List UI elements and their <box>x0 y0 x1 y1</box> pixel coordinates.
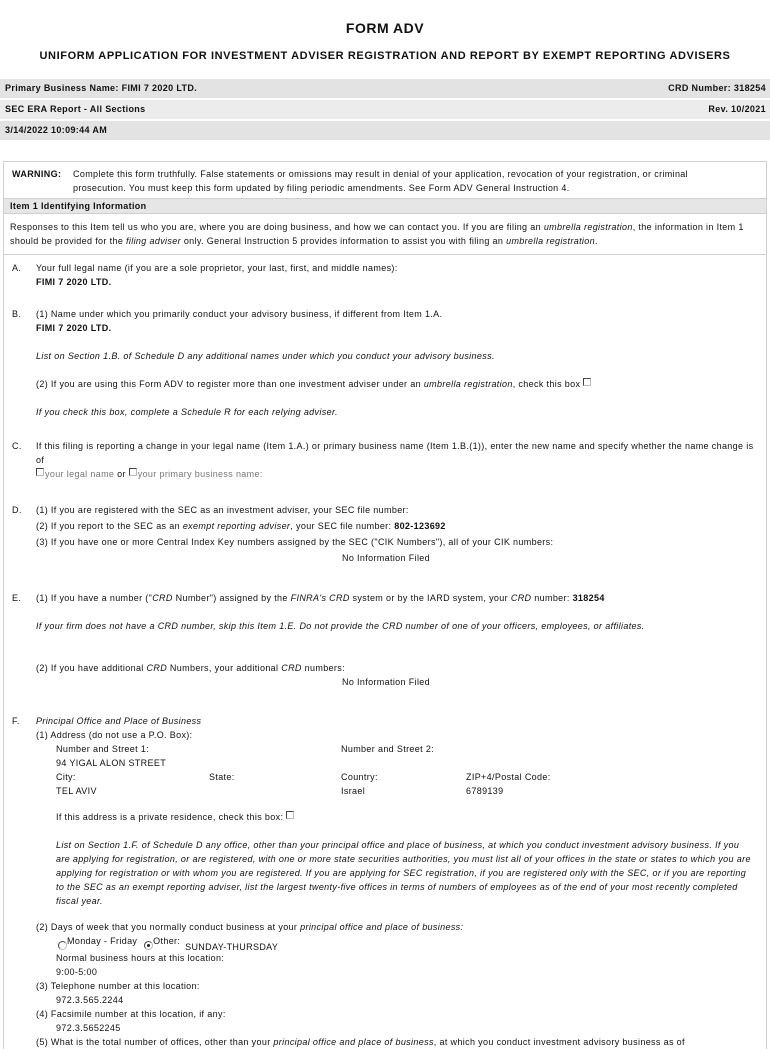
street2-value <box>341 756 616 770</box>
q-term: principal office and place of business <box>273 1037 434 1047</box>
item-e-question-1 <box>36 591 760 605</box>
telephone-value: 972.3.565.2244 <box>56 995 124 1005</box>
additional-crd-value: No Information Filed <box>341 677 431 687</box>
form-body <box>3 161 767 1049</box>
q-text: (1) If you have a number (" <box>36 593 153 603</box>
q-text: (2) Days of week that you normally conduct business at your <box>36 922 301 932</box>
warning-line-2: prosecution. You must keep this form updated by filing periodic amendments. See Form ADV General Instruction 4. <box>73 183 570 193</box>
city-value: TEL AVIV <box>56 786 97 796</box>
section-header: Item 1 Identifying Information <box>4 199 766 214</box>
item-f-question-1: (1) Address (do not use a P.O. Box): <box>36 730 193 740</box>
q-term: principal office and place of business: <box>300 922 464 932</box>
zip-value: 6789139 <box>466 786 504 796</box>
q-text: (5) What is the total number of offices, other than your <box>36 1037 274 1047</box>
q-term: CRD <box>510 593 532 603</box>
state-value <box>209 784 341 798</box>
q-term: CRD <box>152 593 173 603</box>
intro-text: . <box>595 236 598 246</box>
street1-label: Number and Street 1: <box>56 744 150 754</box>
cik-numbers-value: No Information Filed <box>341 553 431 563</box>
q-text: , check this box <box>512 379 581 389</box>
revision: Rev. 10/2021 <box>708 104 766 114</box>
q-text: (2) If you report to the SEC as an <box>36 521 183 531</box>
business-hours-label: Normal business hours at this location: <box>56 953 225 963</box>
other-days-label: Other: <box>153 936 181 946</box>
intro-text: Responses to this Item tell us who you are, where you are doing business, and how we can contact you. If you are filing an <box>10 222 544 232</box>
item-f <box>4 689 766 1049</box>
legal-name-option-label: your legal name <box>45 469 115 479</box>
item-f-question-5 <box>36 1035 760 1049</box>
item-letter: D. <box>12 505 22 515</box>
days-options <box>36 934 760 951</box>
item-b-question-1: (1) Name under which you primarily conduct your advisory business, if different from Item 1.A. <box>36 309 443 319</box>
warning-line-1: Complete this form truthfully. False statements or omissions may result in denial of your application, revocation of your registration, or criminal <box>73 169 689 179</box>
name-change-options <box>36 467 760 481</box>
private-residence-question: If this address is a private residence, check this box: <box>56 812 284 822</box>
primary-business-name: Primary Business Name: FIMI 7 2020 LTD. <box>5 83 198 93</box>
q-term: FINRA's CRD <box>290 593 350 603</box>
item-b-note-1: List on Section 1.B. of Schedule D any additional names under which you conduct your advisory business. <box>36 351 495 361</box>
q-text: number: <box>531 593 573 603</box>
timestamp: 3/14/2022 10:09:44 AM <box>5 125 108 135</box>
q-term: exempt reporting adviser <box>182 521 291 531</box>
item-e-question-2 <box>36 661 760 675</box>
item-letter: B. <box>12 309 22 319</box>
item-a-question: Your full legal name (if you are a sole proprietor, your last, first, and middle names): <box>36 263 398 273</box>
q-term: CRD <box>146 663 168 673</box>
form-subtitle: UNIFORM APPLICATION FOR INVESTMENT ADVISER REGISTRATION AND REPORT BY EXEMPT REPORTING ADVISERS <box>39 50 731 62</box>
intro-term: umbrella registration <box>543 222 633 232</box>
item-f-question-4: (4) Facsimile number at this location, if any: <box>36 1009 226 1019</box>
q-text: , at which you conduct investment advisory business as of <box>433 1037 685 1047</box>
q-text: , your SEC file number: <box>290 521 395 531</box>
crd-number-value: 318254 <box>572 593 605 603</box>
address-row-1 <box>56 742 760 798</box>
umbrella-registration-checkbox[interactable] <box>583 378 591 386</box>
item-letter: E. <box>12 593 22 603</box>
header-row-report-type <box>0 100 770 119</box>
q-term: CRD <box>281 663 302 673</box>
country-value: Israel <box>341 786 366 796</box>
hours-block <box>36 951 760 979</box>
business-hours-value: 9:00-5:00 <box>56 967 98 977</box>
item-f-title: Principal Office and Place of Business <box>36 716 202 726</box>
intro-text: , the information in Item 1 should be provided for the <box>10 222 744 246</box>
report-type: SEC ERA Report - All Sections <box>5 104 146 114</box>
street2-label: Number and Street 2: <box>341 744 435 754</box>
monday-friday-radio[interactable] <box>58 941 67 950</box>
street1-value: 94 YIGAL ALON STREET <box>56 758 167 768</box>
business-name-option-label: your primary business name: <box>137 469 263 479</box>
intro-term: umbrella registration <box>506 236 595 246</box>
private-residence-row <box>56 810 760 824</box>
fax-value: 972.3.5652245 <box>56 1023 121 1033</box>
item-letter: F. <box>12 716 20 726</box>
q-text: (2) If you have additional <box>36 663 147 673</box>
item-letter: A. <box>12 263 22 273</box>
item-f-question-3: (3) Telephone number at this location: <box>36 981 200 991</box>
state-label: State: <box>209 772 235 782</box>
other-days-radio[interactable] <box>144 941 153 950</box>
item-c-question: If this filing is reporting a change in your legal name (Item 1.A.) or primary business name (Item 1.B.(1)), enter the new name and specify whether the name change is of <box>36 441 754 465</box>
item-f-note: List on Section 1.F. of Schedule D any office, other than your principal office and place of business, at which you conduct investment advisory business. If you are applying for registration, or are registered, with one or more state securities authorities, you must list all of your offices in the state or states to which you are applying for registration or with whom you are registered. If you are applying for SEC registration, if you are registered only with the SEC, or if you are reporting to the SEC as an exempt reporting adviser, list the largest twenty-five offices in terms of numbers of employees as of the end of your most recently completed fiscal year. <box>56 840 751 906</box>
form-title: FORM ADV <box>345 20 425 36</box>
item-a <box>4 255 766 289</box>
zip-label: ZIP+4/Postal Code: <box>466 772 551 782</box>
other-days-value: SUNDAY-THURSDAY <box>185 942 279 952</box>
header-info-table <box>0 79 770 140</box>
intro-term: filing adviser <box>126 236 181 246</box>
item-letter: C. <box>12 441 22 451</box>
q-text: system or by the IARD system, your <box>349 593 511 603</box>
q-text: Number") assigned by the <box>172 593 291 603</box>
header-row-timestamp <box>0 121 770 140</box>
q-text: (2) If you are using this Form ADV to register more than one investment adviser under an <box>36 379 424 389</box>
warning-box <box>4 162 766 199</box>
item-b-note-2: If you check this box, complete a Schedule R for each relying adviser. <box>36 407 338 417</box>
business-name-checkbox[interactable] <box>129 468 137 476</box>
city-label: City: <box>56 772 76 782</box>
country-label: Country: <box>341 772 378 782</box>
item-d-question-2 <box>36 518 760 534</box>
sec-file-number: 802-123692 <box>394 521 446 531</box>
legal-name-checkbox[interactable] <box>36 468 44 476</box>
intro-text: only. General Instruction 5 provides information to assist you with filing an <box>180 236 507 246</box>
section-intro <box>4 214 766 255</box>
private-residence-checkbox[interactable] <box>286 811 294 819</box>
q-text: numbers: <box>301 663 345 673</box>
item-d-question-1: (1) If you are registered with the SEC as an investment adviser, your SEC file number: <box>36 505 409 515</box>
header-row-business-name <box>0 79 770 98</box>
legal-name-value: FIMI 7 2020 LTD. <box>36 277 112 287</box>
q-text: Numbers, your additional <box>167 663 282 673</box>
item-b-question-2 <box>36 377 760 391</box>
item-d <box>4 481 766 566</box>
warning-text <box>73 167 688 195</box>
monday-friday-label: Monday - Friday <box>67 936 138 946</box>
item-d-question-3: (3) If you have one or more Central Index Key numbers assigned by the SEC ("CIK Numbers"), all of your CIK numbers: <box>36 537 554 547</box>
item-f-question-2 <box>36 920 760 934</box>
warning-label: WARNING: <box>12 169 62 179</box>
item-e <box>4 566 766 689</box>
item-b <box>4 289 766 419</box>
item-c <box>4 419 766 481</box>
item-e-note: If your firm does not have a CRD number, skip this Item 1.E. Do not provide the CRD number of one of your officers, employees, or affiliates. <box>36 621 645 631</box>
business-name-value: FIMI 7 2020 LTD. <box>36 323 112 333</box>
address-block <box>36 742 760 908</box>
crd-number: CRD Number: 318254 <box>668 83 766 93</box>
or-text: or <box>117 469 126 479</box>
q-term: umbrella registration <box>423 379 513 389</box>
